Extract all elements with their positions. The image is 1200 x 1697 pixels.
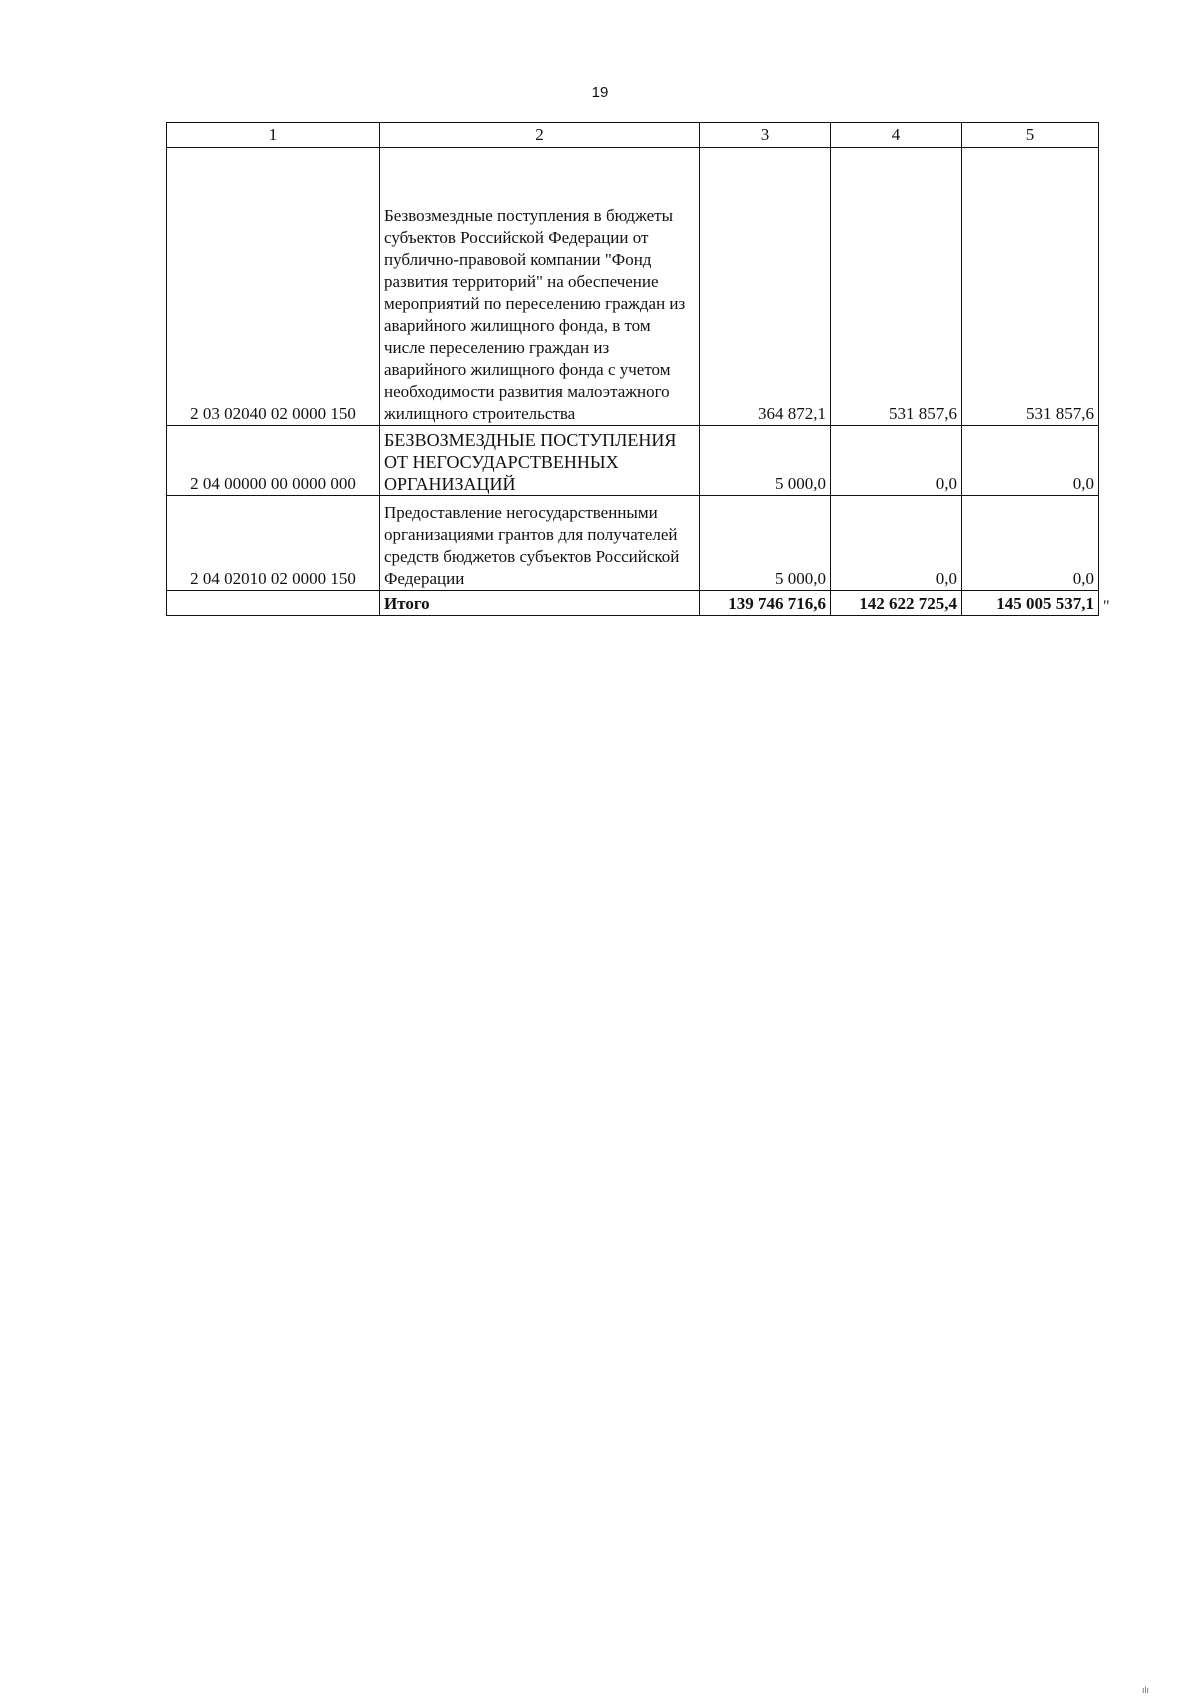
table-row	[167, 148, 1099, 426]
revenue-name-cell: Безвозмездные поступления в бюджеты субъектов Российской Федерации от публично-правовой компании "Фонд развития территорий" на обеспечение мероприятий по переселению граждан из аварийного жилищного фонда, в том числе переселению граждан из аварийного жилищного фонда с учетом необходимости развития малоэтажного жилищного строительства	[380, 148, 700, 426]
corner-mark: ılı	[1142, 1685, 1150, 1695]
value-col5-cell: 531 857,6	[962, 148, 1099, 426]
value-col3-cell: 5 000,0	[700, 496, 831, 591]
total-row	[167, 591, 1099, 616]
budget-code-cell: 2 03 02040 02 0000 150	[167, 148, 380, 426]
empty-cell	[167, 591, 380, 616]
revenue-name-cell: Предоставление негосударственными организациями грантов для получателей средств бюджетов субъектов Российской Федерации	[380, 496, 700, 591]
page-number: 19	[591, 84, 609, 101]
total-label-cell: Итого	[380, 591, 700, 616]
value-col3-cell: 5 000,0	[700, 426, 831, 496]
closing-quote: "	[1103, 598, 1110, 615]
value-col5-cell: 0,0	[962, 426, 1099, 496]
table-header-row	[167, 123, 1099, 148]
budget-code-cell: 2 04 00000 00 0000 000	[167, 426, 380, 496]
column-header: 4	[831, 123, 962, 148]
revenue-table	[166, 122, 1099, 616]
value-col3-cell: 364 872,1	[700, 148, 831, 426]
column-header: 2	[380, 123, 700, 148]
column-header: 3	[700, 123, 831, 148]
total-col3-cell: 139 746 716,6	[700, 591, 831, 616]
budget-code-cell: 2 04 02010 02 0000 150	[167, 496, 380, 591]
value-col4-cell: 531 857,6	[831, 148, 962, 426]
revenue-name-cell: БЕЗВОЗМЕЗДНЫЕ ПОСТУПЛЕНИЯ ОТ НЕГОСУДАРСТВЕННЫХ ОРГАНИЗАЦИЙ	[380, 426, 700, 496]
value-col5-cell: 0,0	[962, 496, 1099, 591]
value-col4-cell: 0,0	[831, 496, 962, 591]
value-col4-cell: 0,0	[831, 426, 962, 496]
table-row	[167, 496, 1099, 591]
column-header: 1	[167, 123, 380, 148]
column-header: 5	[962, 123, 1099, 148]
table-row	[167, 426, 1099, 496]
total-col5-cell: 145 005 537,1	[962, 591, 1099, 616]
total-col4-cell: 142 622 725,4	[831, 591, 962, 616]
